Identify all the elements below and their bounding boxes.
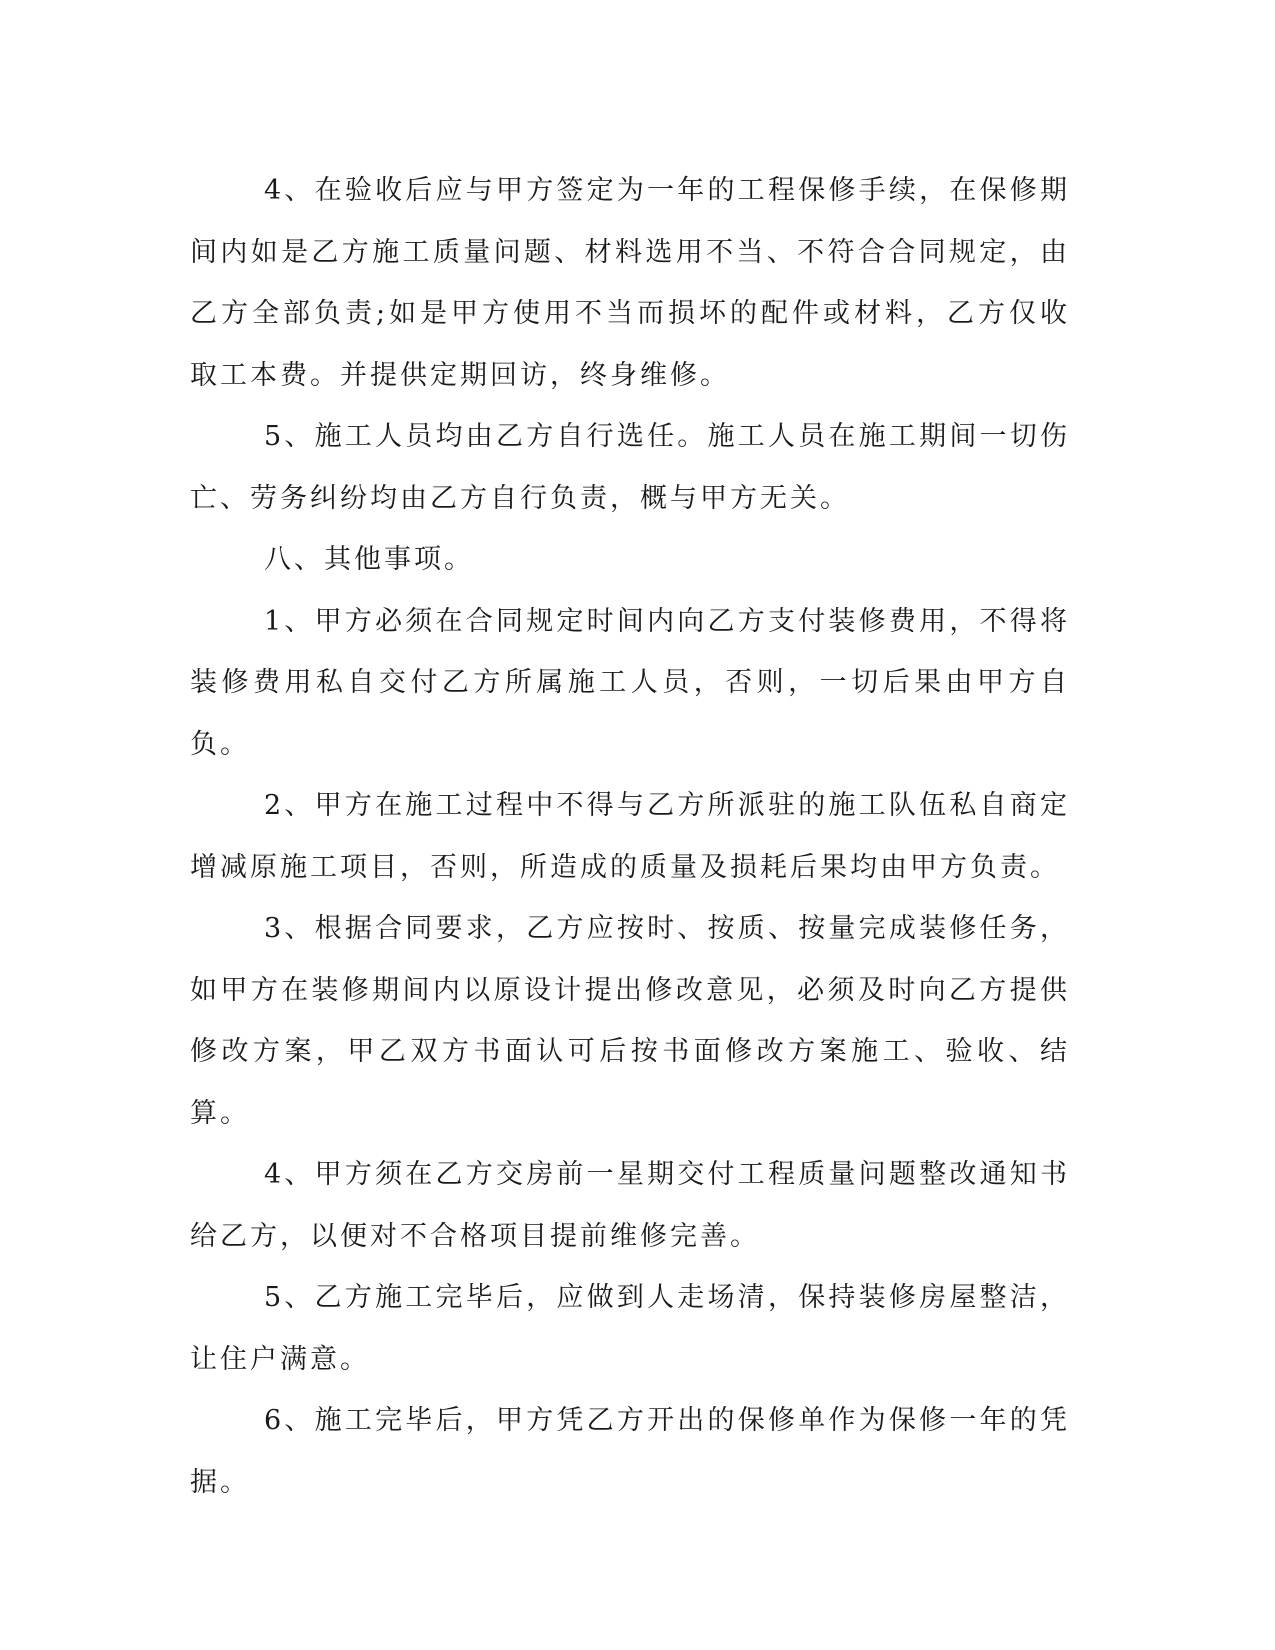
section-heading-other-matters: 八、其他事项。: [264, 544, 474, 575]
paragraph-warranty: 4、在验收后应与甲方签定为一年的工程保修手续，在保修期间内如是乙方施工质量问题、材料选用不当、不符合合同规定，由乙方全部负责;如是甲方使用不当而损坏的配件或材料，乙方仅收取工本费。并提供定期回访，终身维修。: [190, 175, 1070, 391]
document-body: [190, 160, 1070, 1513]
paragraph-rectification-notice: 4、甲方须在乙方交房前一星期交付工程质量问题整改通知书给乙方，以便对不合格项目提前维修完善。: [190, 1159, 1070, 1252]
paragraph-construction-staff: 5、施工人员均由乙方自行选任。施工人员在施工期间一切伤亡、劳务纠纷均由乙方自行负责，概与甲方无关。: [190, 421, 1070, 514]
paragraph-project-changes: 2、甲方在施工过程中不得与乙方所派驻的施工队伍私自商定增减原施工项目，否则，所造成的质量及损耗后果均由甲方负责。: [190, 790, 1070, 883]
paragraph-design-revisions: 3、根据合同要求，乙方应按时、按质、按量完成装修任务，如甲方在装修期间内以原设计提出修改意见，必须及时向乙方提供修改方案，甲乙双方书面认可后按书面修改方案施工、验收、结算。: [190, 913, 1070, 1129]
paragraph-site-cleanup: 5、乙方施工完毕后，应做到人走场清，保持装修房屋整洁，让住户满意。: [190, 1282, 1070, 1375]
paragraph-warranty-certificate: 6、施工完毕后，甲方凭乙方开出的保修单作为保修一年的凭据。: [190, 1405, 1070, 1498]
paragraph-payment: 1、甲方必须在合同规定时间内向乙方支付装修费用，不得将装修费用私自交付乙方所属施工人员，否则，一切后果由甲方自负。: [190, 605, 1070, 760]
